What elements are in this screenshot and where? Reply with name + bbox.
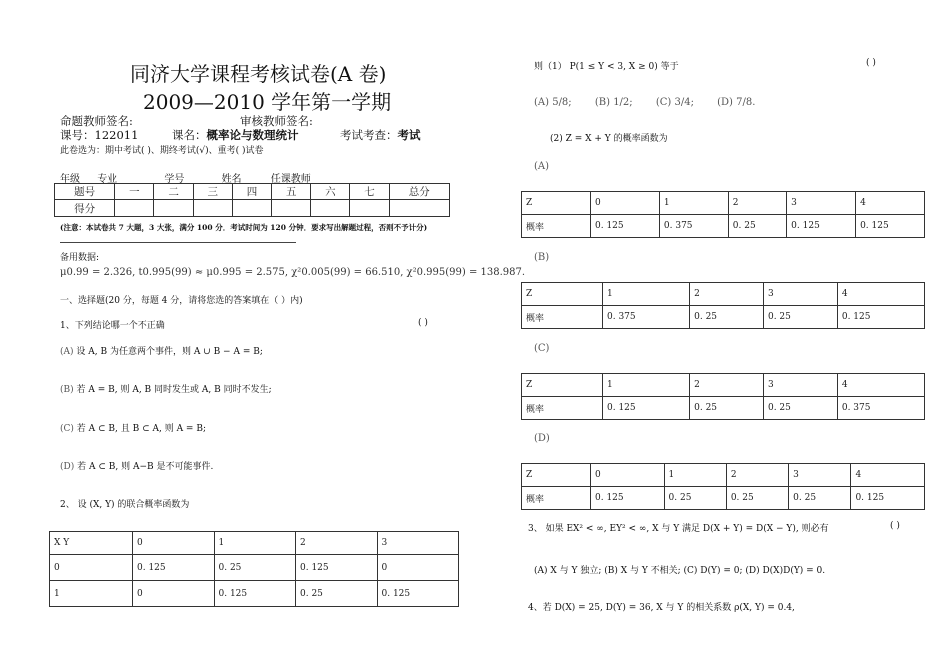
joint-distribution-table	[49, 531, 459, 607]
table-header-cell: Z	[522, 374, 603, 397]
field-major: 专业	[97, 174, 118, 185]
score-header-cell: 总分	[389, 184, 449, 200]
option-a: (A) 5/8;	[534, 97, 572, 108]
score-row-label: 得分	[55, 200, 115, 217]
table-cell: 0. 125	[856, 215, 925, 238]
table-header-cell: 1	[664, 464, 726, 487]
score-cell[interactable]	[272, 200, 311, 217]
exam-type-line	[340, 127, 421, 143]
table-cell: 0. 125	[603, 397, 690, 420]
option-text: 若 A ⊂ B, 且 B ⊂ A, 则 A = B;	[76, 424, 206, 434]
score-cell[interactable]	[193, 200, 232, 217]
table-header-cell: 2	[726, 464, 788, 487]
table-row	[50, 532, 459, 555]
table-header-cell: 3	[377, 532, 459, 555]
score-header-cell: 七	[350, 184, 389, 200]
reference-label: 备用数据:	[60, 253, 100, 263]
table-cell: 0. 25	[763, 397, 837, 420]
table-header-cell: 0	[591, 192, 660, 215]
option-d: (D) 7/8.	[717, 97, 756, 108]
table-cell: 0. 125	[377, 581, 459, 607]
table-cell: 0. 375	[603, 306, 690, 329]
option-label-d: (D)	[534, 433, 550, 444]
table-cell: 概率	[522, 215, 591, 238]
table-row	[522, 487, 925, 510]
table-row	[522, 283, 925, 306]
q1-option-b	[60, 382, 272, 395]
q3-stem: 3、 如果 EX² < ∞, EY² < ∞, X 与 Y 满足 D(X + Y) = D(X − Y), 则必有	[528, 524, 829, 534]
exam-type: 考试	[397, 128, 421, 142]
table-header-cell: 3	[787, 192, 856, 215]
score-header-cell: 五	[272, 184, 311, 200]
table-cell: 概率	[522, 487, 591, 510]
score-row	[55, 200, 450, 217]
score-header-cell: 二	[154, 184, 193, 200]
table-header-cell: 1	[603, 283, 690, 306]
table-header-cell: 3	[789, 464, 851, 487]
score-table	[54, 183, 450, 217]
course-name-label: 课名：	[172, 128, 207, 142]
q3-answer-blank[interactable]: ( )	[890, 521, 900, 531]
divider	[60, 242, 296, 243]
score-header-cell: 六	[311, 184, 350, 200]
reference-formula: μ0.99 = 2.326, t0.995(99) ≈ μ0.995 = 2.575, χ²0.005(99) = 66.510, χ²0.995(99) = 138.987.	[60, 267, 526, 278]
table-header-cell: Z	[522, 192, 591, 215]
table-cell: 1	[50, 581, 133, 607]
score-header-cell: 四	[232, 184, 271, 200]
option-text: 设 A, B 为任意两个事件，则 A ∪ B − A = B;	[76, 347, 263, 357]
table-header-cell: 2	[296, 532, 378, 555]
table-header-cell: Z	[522, 283, 603, 306]
table-row	[522, 464, 925, 487]
table-header-cell: 4	[837, 283, 924, 306]
q2-stem: 2、 设 (X, Y) 的联合概率函数为	[60, 500, 190, 510]
table-cell: 0. 25	[728, 215, 786, 238]
reviewer-signature: 审核教师签名:	[240, 114, 313, 128]
course-number: 课号：122011	[60, 128, 139, 142]
option-b: (B) 1/2;	[594, 97, 633, 108]
table-cell: 0. 125	[851, 487, 925, 510]
course-name: 概率论与数理统计	[206, 128, 299, 142]
table-cell: 0. 125	[214, 581, 296, 607]
option-b-table	[521, 282, 925, 329]
q2-part1-blank[interactable]: ( )	[866, 58, 876, 68]
table-cell: 0. 375	[837, 397, 924, 420]
q1-option-a	[60, 344, 263, 357]
score-header-cell: 一	[115, 184, 154, 200]
table-header-cell: 2	[690, 374, 764, 397]
table-header-cell: X Y	[50, 532, 133, 555]
field-teacher: 任课教师	[270, 174, 311, 185]
table-cell: 0. 25	[690, 397, 764, 420]
table-cell: 概率	[522, 397, 603, 420]
table-header-cell: 0	[591, 464, 665, 487]
table-row	[522, 374, 925, 397]
exam-selection: 此卷选为：期中考试( )、期终考试(√)、重考( )试卷	[60, 146, 264, 156]
table-header-cell: 1	[659, 192, 728, 215]
option-c: (C) 3/4;	[655, 97, 694, 108]
score-cell[interactable]	[232, 200, 271, 217]
table-header-cell: 1	[214, 532, 296, 555]
table-cell: 0	[377, 555, 459, 581]
table-cell: 0. 25	[296, 581, 378, 607]
exam-notice: (注意：本试卷共 7 大题，3 大张，满分 100 分．考试时间为 120 分钟．要求写出解题过程，否则不予计分)	[60, 223, 428, 232]
score-header-cell: 三	[193, 184, 232, 200]
exam-type-label: 考试考查：	[340, 128, 398, 142]
score-cell[interactable]	[115, 200, 154, 217]
table-cell: 0. 25	[726, 487, 788, 510]
field-student-id: 学号	[164, 174, 185, 185]
table-cell: 0	[50, 555, 133, 581]
table-header-cell: 4	[851, 464, 925, 487]
table-cell: 0. 125	[591, 487, 665, 510]
table-cell: 0. 25	[664, 487, 726, 510]
table-row	[522, 192, 925, 215]
option-text: 若 A ⊂ B, 则 A−B 是不可能事件.	[77, 462, 214, 472]
option-label: (D)	[60, 462, 75, 472]
table-header-cell: 3	[763, 283, 837, 306]
table-header-cell: Z	[522, 464, 591, 487]
exam-title: 同济大学课程考核试卷(A 卷)	[130, 62, 387, 86]
q3-options: (A) X 与 Y 独立; (B) X 与 Y 不相关; (C) D(Y) = 0; (D) D(X)D(Y) = 0.	[534, 566, 826, 576]
q4-stem: 4、若 D(X) = 25, D(Y) = 36, X 与 Y 的相关系数 ρ(X, Y) = 0.4,	[528, 603, 795, 613]
table-header-cell: 1	[603, 374, 690, 397]
score-cell[interactable]	[311, 200, 350, 217]
table-row	[50, 555, 459, 581]
option-label-a: (A)	[534, 161, 550, 172]
q1-option-c	[60, 421, 206, 434]
table-cell: 0. 25	[789, 487, 851, 510]
table-header-cell: 4	[856, 192, 925, 215]
exam-semester: 2009—2010 学年第一学期	[143, 90, 392, 114]
table-cell: 0. 125	[837, 306, 924, 329]
table-row	[522, 215, 925, 238]
table-header-cell: 4	[837, 374, 924, 397]
section1-heading: 一、选择题(20 分，每题 4 分，请将您选的答案填在（ ）内)	[60, 296, 303, 306]
option-c-table	[521, 373, 925, 420]
table-cell: 0. 125	[787, 215, 856, 238]
field-name: 姓名	[221, 174, 242, 185]
table-header-cell: 2	[728, 192, 786, 215]
field-grade: 年级	[60, 174, 80, 185]
score-cell[interactable]	[389, 200, 449, 217]
q2-part1-options	[534, 97, 755, 108]
table-row	[522, 397, 925, 420]
table-header-cell: 3	[763, 374, 837, 397]
table-cell: 0. 375	[659, 215, 728, 238]
option-label-b: (B)	[534, 252, 550, 263]
q1-stem: 1、下列结论哪一个不正确	[60, 321, 165, 331]
option-text: 若 A = B, 则 A, B 同时发生或 A, B 同时不发生;	[76, 385, 272, 395]
table-cell: 0. 125	[591, 215, 660, 238]
table-header-cell: 0	[133, 532, 215, 555]
proposer-signature: 命题教师签名:	[60, 114, 133, 128]
table-cell: 0. 25	[214, 555, 296, 581]
table-row	[522, 306, 925, 329]
table-cell: 0. 125	[133, 555, 215, 581]
q1-answer-blank[interactable]: ( )	[418, 318, 428, 328]
course-name-line	[172, 127, 299, 143]
score-header-row	[55, 184, 450, 200]
option-label: (A)	[60, 347, 74, 357]
q2-part1: 则（1） P(1 ≤ Y < 3, X ≥ 0) 等于	[534, 62, 679, 72]
table-cell: 0. 25	[690, 306, 764, 329]
table-row	[50, 581, 459, 607]
option-label: (B)	[60, 385, 74, 395]
option-d-table	[521, 463, 925, 510]
table-cell: 0. 125	[296, 555, 378, 581]
table-cell: 概率	[522, 306, 603, 329]
option-a-table	[521, 191, 925, 238]
table-header-cell: 2	[690, 283, 764, 306]
option-label-c: (C)	[534, 343, 550, 354]
option-label: (C)	[60, 424, 74, 434]
q1-option-d	[60, 459, 213, 472]
score-cell[interactable]	[350, 200, 389, 217]
table-cell: 0. 25	[763, 306, 837, 329]
score-header-cell: 题号	[55, 184, 115, 200]
table-cell: 0	[133, 581, 215, 607]
score-cell[interactable]	[154, 200, 193, 217]
q2-part2: (2) Z = X + Y 的概率函数为	[550, 134, 668, 144]
